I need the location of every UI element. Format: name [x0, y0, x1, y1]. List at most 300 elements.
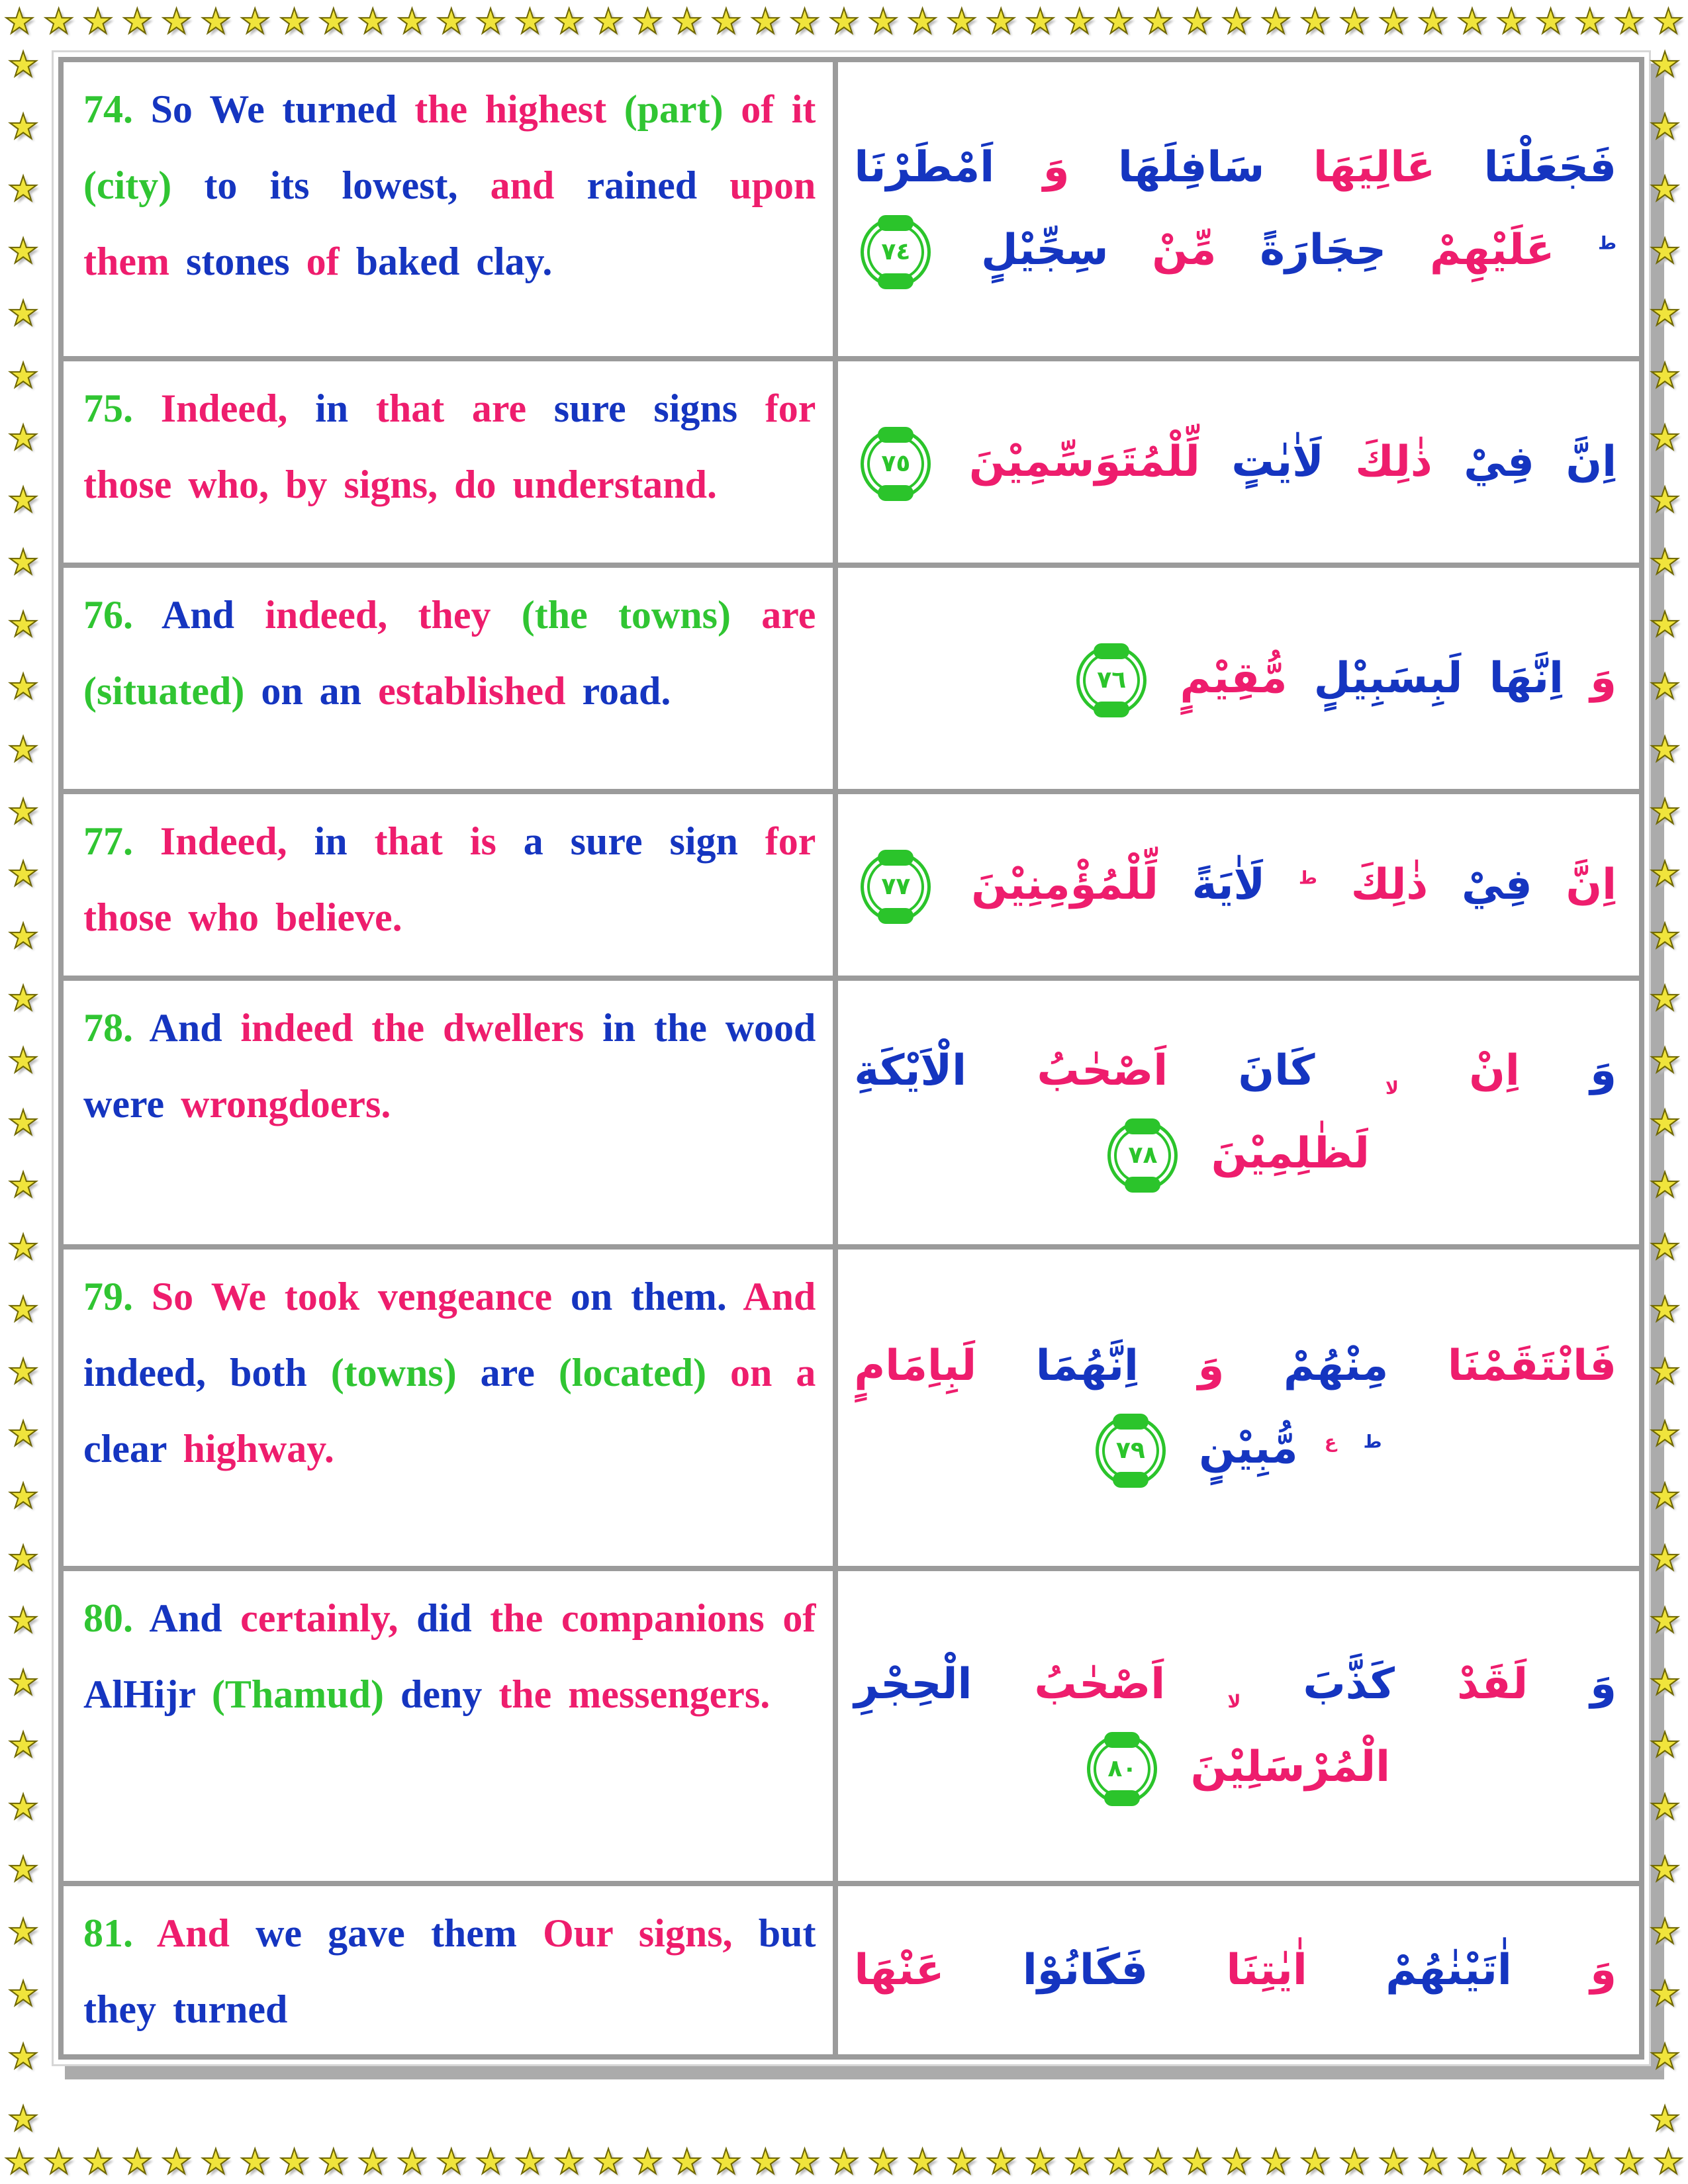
arabic-word: وَ: [1590, 1046, 1617, 1096]
star-icon: ★: [985, 2142, 1017, 2182]
star-icon: ★: [357, 2, 389, 42]
english-segment: upon them: [83, 163, 816, 284]
english-translation: [83, 71, 816, 300]
star-icon: ★: [161, 2142, 192, 2182]
arabic-word: فَانْتَقَمْنَا: [1447, 1342, 1617, 1391]
star-icon: ★: [1378, 2, 1409, 42]
arabic-cell-76: [835, 565, 1642, 792]
verse-row-80: [61, 1569, 1642, 1884]
star-border-right: [1642, 45, 1688, 2139]
star-icon: ★: [1456, 2, 1488, 42]
star-icon: ★: [710, 2142, 742, 2182]
star-border-bottom: [0, 2140, 1688, 2184]
english-segment: 77.: [83, 819, 133, 863]
verse-number-arabic: ٧٦: [1097, 666, 1127, 694]
arabic-cell-75: [835, 359, 1642, 565]
english-segment: on them.: [570, 1275, 727, 1318]
english-segment: Our signs,: [543, 1911, 733, 1955]
star-icon: ★: [161, 2, 192, 42]
star-icon: ★: [1649, 2036, 1681, 2077]
arabic-word: الْحِجْرِ: [854, 1660, 972, 1709]
english-segment: So We turned: [150, 87, 397, 131]
verse-row-74: [61, 60, 1642, 359]
star-icon: ★: [592, 2, 624, 42]
star-icon: ★: [1338, 2, 1370, 42]
star-icon: ★: [671, 2, 702, 42]
english-segment: the messengers.: [498, 1672, 771, 1717]
english-segment: of it: [741, 87, 816, 131]
english-segment: for those who believe.: [83, 819, 816, 940]
star-icon: ★: [1649, 1974, 1681, 2015]
star-icon: ★: [1299, 2142, 1331, 2182]
star-icon: ★: [632, 2142, 663, 2182]
star-icon: ★: [7, 480, 39, 521]
verse-row-79: [61, 1247, 1642, 1569]
star-icon: ★: [1299, 2, 1331, 42]
star-icon: ★: [1649, 1227, 1681, 1267]
star-icon: ★: [1649, 667, 1681, 707]
arabic-line: [854, 1929, 1617, 2012]
star-icon: ★: [1649, 1103, 1681, 1143]
star-icon: ★: [553, 2, 585, 42]
star-border-top: [0, 0, 1688, 44]
arabic-word: لَقَدْ: [1457, 1660, 1528, 1709]
star-icon: ★: [1574, 2, 1606, 42]
english-segment: (city): [83, 163, 172, 208]
english-cell-80: [61, 1569, 835, 1884]
star-icon: ★: [710, 2, 742, 42]
star-icon: ★: [7, 1850, 39, 1890]
english-segment: 78.: [83, 1006, 133, 1050]
translation-sheet: [52, 50, 1651, 2066]
arabic-word: اَمْطَرْنَا: [854, 143, 995, 193]
star-icon: ★: [7, 418, 39, 459]
arabic-word: فَجَعَلْنَا: [1483, 143, 1617, 193]
star-icon: ★: [7, 1040, 39, 1081]
star-icon: ★: [1613, 2, 1645, 42]
star-icon: ★: [7, 1601, 39, 1641]
star-icon: ★: [1649, 978, 1681, 1019]
pause-mark: ط: [1363, 1432, 1382, 1453]
star-icon: ★: [1649, 1414, 1681, 1455]
star-icon: ★: [7, 1912, 39, 1952]
english-segment: road.: [582, 669, 671, 713]
english-segment: deny: [400, 1672, 483, 1717]
english-segment: clear: [83, 1427, 167, 1471]
arabic-word: اَصْحٰبُ: [1034, 1660, 1166, 1709]
star-icon: ★: [1649, 1601, 1681, 1641]
english-segment: (situated): [83, 669, 245, 713]
english-segment: indeed, they: [265, 593, 491, 637]
star-icon: ★: [7, 543, 39, 583]
star-icon: ★: [82, 2142, 114, 2182]
star-icon: ★: [7, 1351, 39, 1392]
arabic-word: اَصْحٰبُ: [1037, 1046, 1168, 1096]
star-icon: ★: [946, 2, 978, 42]
english-segment: (Thamud): [211, 1672, 384, 1717]
star-icon: ★: [1221, 2142, 1252, 2182]
star-icon: ★: [7, 45, 39, 85]
star-icon: ★: [1456, 2142, 1488, 2182]
star-icon: ★: [7, 854, 39, 894]
arabic-cell-78: [835, 978, 1642, 1247]
english-segment: And: [149, 1006, 222, 1050]
english-translation: [83, 1895, 816, 2048]
english-cell-79: [61, 1247, 835, 1569]
star-icon: ★: [1064, 2142, 1096, 2182]
english-cell-81: [61, 1884, 835, 2057]
arabic-word: سِجِّيْلٍ: [981, 226, 1109, 275]
arabic-word: وَ: [1590, 653, 1617, 703]
star-icon: ★: [43, 2, 74, 42]
english-segment: in: [314, 819, 348, 863]
arabic-word: اِنَّهَا: [1489, 653, 1564, 703]
arabic-word: اِنَّ: [1566, 860, 1617, 909]
star-icon: ★: [318, 2, 350, 42]
arabic-word: وَ: [1197, 1342, 1225, 1391]
star-icon: ★: [592, 2142, 624, 2182]
english-segment: 79.: [83, 1275, 133, 1318]
english-segment: And: [161, 593, 235, 637]
english-segment: on a: [730, 1351, 816, 1395]
arabic-word: وَ: [1043, 143, 1070, 193]
star-icon: ★: [1649, 1289, 1681, 1330]
star-icon: ★: [7, 2099, 39, 2139]
translation-table: [58, 57, 1644, 2060]
star-icon: ★: [4, 2, 35, 42]
english-segment: (part): [624, 87, 724, 131]
pause-mark: لا: [1385, 1078, 1399, 1099]
arabic-word: ذٰلِكَ: [1355, 437, 1432, 486]
english-segment: that is: [374, 819, 496, 863]
star-icon: ★: [7, 978, 39, 1019]
star-icon: ★: [1649, 1663, 1681, 1704]
arabic-line: [854, 1408, 1617, 1490]
verse-number-arabic: ٧٥: [881, 450, 911, 478]
star-icon: ★: [7, 1477, 39, 1517]
arabic-word: لَبِاِمَامٍ: [854, 1342, 977, 1391]
star-icon: ★: [7, 1663, 39, 1704]
star-icon: ★: [318, 2142, 350, 2182]
english-translation: [83, 1580, 816, 1733]
arabic-line: [854, 421, 1617, 504]
arabic-line: [854, 209, 1617, 292]
verse-number-medallion: [1076, 645, 1147, 715]
pause-mark: ط: [1598, 233, 1617, 254]
star-icon: ★: [985, 2, 1017, 42]
arabic-word: وَ: [1590, 1660, 1617, 1709]
verse-row-78: [61, 978, 1642, 1247]
arabic-word: سَافِلَهَا: [1118, 143, 1265, 193]
english-segment: are: [761, 593, 816, 637]
english-cell-74: [61, 60, 835, 359]
verse-row-75: [61, 359, 1642, 565]
arabic-line: [854, 1030, 1617, 1113]
star-icon: ★: [828, 2, 860, 42]
star-icon: ★: [1653, 2, 1684, 42]
star-icon: ★: [1649, 480, 1681, 521]
english-cell-77: [61, 792, 835, 978]
english-translation: [83, 803, 816, 956]
english-segment: for those who, by signs, do understand.: [83, 387, 816, 507]
english-segment: are: [480, 1351, 535, 1395]
verse-number-arabic: ٧٩: [1115, 1437, 1145, 1465]
verse-number-arabic: ٧٤: [881, 238, 911, 266]
star-icon: ★: [1649, 107, 1681, 148]
verse-number-arabic: ٧٨: [1128, 1142, 1158, 1169]
star-icon: ★: [1649, 1351, 1681, 1392]
star-icon: ★: [1182, 2, 1213, 42]
arabic-word: مِنْهُمْ: [1284, 1342, 1389, 1391]
star-icon: ★: [7, 232, 39, 272]
verse-row-76: [61, 565, 1642, 792]
english-segment: of: [306, 240, 340, 284]
star-icon: ★: [867, 2, 899, 42]
star-icon: ★: [7, 1974, 39, 2015]
star-icon: ★: [475, 2142, 506, 2182]
star-icon: ★: [436, 2142, 467, 2182]
star-icon: ★: [82, 2, 114, 42]
star-icon: ★: [749, 2142, 781, 2182]
english-segment: in the wood were: [83, 1006, 816, 1126]
star-icon: ★: [1025, 2142, 1056, 2182]
star-icon: ★: [7, 729, 39, 770]
arabic-word: الْمُرْسَلِيْنَ: [1190, 1743, 1391, 1792]
star-icon: ★: [7, 1289, 39, 1330]
arabic-cell-79: [835, 1247, 1642, 1569]
english-segment: (located): [558, 1351, 707, 1395]
star-icon: ★: [7, 1103, 39, 1143]
star-icon: ★: [1649, 1788, 1681, 1828]
arabic-word: مُّبِيْنٍ: [1199, 1424, 1298, 1473]
arabic-word: فِيْ: [1462, 860, 1532, 909]
star-icon: ★: [1649, 356, 1681, 396]
arabic-word: لَظٰلِمِيْنَ: [1211, 1129, 1370, 1178]
star-icon: ★: [1649, 1725, 1681, 1766]
star-icon: ★: [1649, 1165, 1681, 1205]
star-icon: ★: [1649, 605, 1681, 645]
pause-mark: لا: [1227, 1692, 1241, 1712]
star-icon: ★: [7, 1414, 39, 1455]
english-segment: stones: [185, 240, 290, 284]
star-icon: ★: [553, 2142, 585, 2182]
english-segment: and: [490, 163, 555, 208]
verse-number-medallion: [861, 429, 931, 499]
verse-table-body: [61, 60, 1642, 2057]
english-segment: that are: [375, 387, 527, 430]
arabic-word: فَكَانُوْا: [1022, 1945, 1149, 1995]
verse-row-77: [61, 792, 1642, 978]
star-icon: ★: [1535, 2, 1566, 42]
star-icon: ★: [1495, 2, 1527, 42]
arabic-word: كَانَ: [1238, 1046, 1315, 1096]
arabic-line: [854, 126, 1617, 209]
arabic-word: لَاٰيٰتٍ: [1231, 437, 1324, 486]
star-icon: ★: [1378, 2142, 1409, 2182]
star-icon: ★: [514, 2142, 545, 2182]
english-segment: indeed, both: [83, 1351, 307, 1395]
star-icon: ★: [1143, 2, 1174, 42]
star-icon: ★: [7, 294, 39, 334]
star-icon: ★: [1649, 294, 1681, 334]
star-icon: ★: [867, 2142, 899, 2182]
arabic-word: وَ: [1590, 1945, 1617, 1995]
english-segment: (the towns): [521, 593, 731, 637]
pause-mark: ع: [1324, 1432, 1337, 1453]
arabic-word: كَذَّبَ: [1303, 1660, 1395, 1709]
arabic-word: اِنَّ: [1566, 437, 1617, 486]
star-icon: ★: [1649, 2099, 1681, 2139]
arabic-line: [854, 637, 1617, 720]
star-icon: ★: [1649, 792, 1681, 832]
star-icon: ★: [1260, 2142, 1291, 2182]
english-segment: did: [416, 1596, 472, 1640]
arabic-word: لِّلْمُؤْمِنِيْنَ: [971, 860, 1158, 909]
english-segment: Indeed,: [160, 819, 287, 863]
star-icon: ★: [1182, 2142, 1213, 2182]
english-segment: the highest: [414, 87, 607, 131]
star-icon: ★: [7, 1227, 39, 1267]
star-icon: ★: [357, 2142, 389, 2182]
arabic-word: مِّنْ: [1152, 226, 1217, 275]
arabic-line: [854, 1726, 1617, 1809]
star-icon: ★: [1338, 2142, 1370, 2182]
arabic-word: اٰتَيْنٰهُمْ: [1385, 1945, 1512, 1995]
english-segment: highway.: [183, 1427, 334, 1471]
star-icon: ★: [1649, 1539, 1681, 1579]
english-cell-76: [61, 565, 835, 792]
star-icon: ★: [749, 2, 781, 42]
star-icon: ★: [632, 2, 663, 42]
pause-mark: ط: [1298, 868, 1317, 889]
arabic-word: عَنْهَا: [854, 1945, 945, 1995]
star-icon: ★: [1649, 543, 1681, 583]
english-translation: [83, 1259, 816, 1488]
english-segment: 81.: [83, 1911, 133, 1955]
star-icon: ★: [828, 2142, 860, 2182]
star-icon: ★: [1649, 1912, 1681, 1952]
star-icon: ★: [397, 2142, 428, 2182]
arabic-line: [854, 844, 1617, 927]
star-icon: ★: [1649, 418, 1681, 459]
star-icon: ★: [475, 2, 506, 42]
verse-number-medallion: [861, 852, 931, 922]
star-icon: ★: [279, 2, 310, 42]
verse-number-medallion: [1096, 1416, 1166, 1486]
english-segment: AlHijr: [83, 1672, 195, 1717]
star-icon: ★: [7, 605, 39, 645]
english-segment: 75.: [83, 387, 133, 430]
star-icon: ★: [671, 2142, 702, 2182]
english-cell-78: [61, 978, 835, 1247]
arabic-word: ذٰلِكَ: [1350, 860, 1429, 909]
english-cell-75: [61, 359, 835, 565]
star-icon: ★: [1103, 2142, 1135, 2182]
english-translation: [83, 990, 816, 1142]
arabic-word: اِنْ: [1469, 1046, 1520, 1096]
english-segment: indeed the dwellers: [240, 1006, 585, 1050]
english-segment: baked clay.: [355, 240, 553, 284]
star-icon: ★: [789, 2, 820, 42]
star-icon: ★: [789, 2142, 820, 2182]
english-segment: rained: [586, 163, 698, 208]
star-icon: ★: [1260, 2, 1291, 42]
arabic-line: [854, 1325, 1617, 1408]
star-icon: ★: [239, 2142, 271, 2182]
star-icon: ★: [7, 667, 39, 707]
arabic-word: الْاَيْكَةِ: [854, 1046, 967, 1096]
star-border-left: [0, 45, 46, 2139]
arabic-word: اِنَّهُمَا: [1035, 1342, 1139, 1391]
star-icon: ★: [1649, 1477, 1681, 1517]
english-segment: (towns): [330, 1351, 457, 1395]
english-segment: the companions of: [490, 1596, 816, 1640]
star-icon: ★: [1649, 916, 1681, 956]
star-icon: ★: [397, 2, 428, 42]
arabic-word: عَلَيْهِمْ: [1429, 226, 1555, 275]
star-icon: ★: [514, 2, 545, 42]
arabic-line: [854, 1643, 1617, 1726]
arabic-word: لَاٰيَةً: [1192, 860, 1266, 909]
star-icon: ★: [1649, 1040, 1681, 1081]
verse-number-arabic: ٨٠: [1107, 1755, 1137, 1783]
star-icon: ★: [43, 2142, 74, 2182]
star-icon: ★: [7, 1165, 39, 1205]
arabic-word: مُّقِيْمٍ: [1180, 653, 1288, 703]
arabic-cell-74: [835, 60, 1642, 359]
arabic-word: اٰيٰتِنَا: [1226, 1945, 1307, 1995]
star-icon: ★: [1495, 2142, 1527, 2182]
star-icon: ★: [1064, 2, 1096, 42]
star-icon: ★: [1535, 2142, 1566, 2182]
star-icon: ★: [7, 1539, 39, 1579]
star-icon: ★: [279, 2142, 310, 2182]
star-icon: ★: [946, 2142, 978, 2182]
english-segment: And: [149, 1596, 222, 1640]
english-segment: established: [378, 669, 566, 713]
star-icon: ★: [1613, 2142, 1645, 2182]
english-segment: on an: [261, 669, 362, 713]
arabic-word: فِيْ: [1464, 437, 1534, 486]
arabic-word: حِجَارَةً: [1260, 226, 1387, 275]
english-translation: [83, 371, 816, 523]
star-icon: ★: [1653, 2142, 1684, 2182]
arabic-word: لَبِسَبِيْلٍ: [1313, 653, 1463, 703]
arabic-word: عَالِيَهَا: [1313, 143, 1436, 193]
star-icon: ★: [1649, 854, 1681, 894]
english-segment: a sure sign: [523, 819, 738, 863]
verse-number-medallion: [1087, 1734, 1157, 1804]
arabic-cell-81: [835, 1884, 1642, 2057]
arabic-line: [854, 1113, 1617, 1195]
english-segment: we gave them: [256, 1911, 517, 1955]
star-icon: ★: [1025, 2, 1056, 42]
arabic-cell-77: [835, 792, 1642, 978]
verse-number-medallion: [1107, 1120, 1178, 1191]
star-icon: ★: [200, 2142, 232, 2182]
english-segment: but they turned: [83, 1911, 816, 2032]
star-icon: ★: [121, 2142, 153, 2182]
star-icon: ★: [1143, 2142, 1174, 2182]
english-segment: sure signs: [553, 387, 738, 430]
arabic-word: لِّلْمُتَوَسِّمِيْنَ: [968, 437, 1200, 486]
english-segment: So We took vengeance: [151, 1275, 553, 1318]
star-icon: ★: [1417, 2, 1448, 42]
english-segment: certainly,: [240, 1596, 399, 1640]
english-segment: 76.: [83, 593, 133, 637]
star-icon: ★: [4, 2142, 35, 2182]
star-icon: ★: [907, 2142, 938, 2182]
